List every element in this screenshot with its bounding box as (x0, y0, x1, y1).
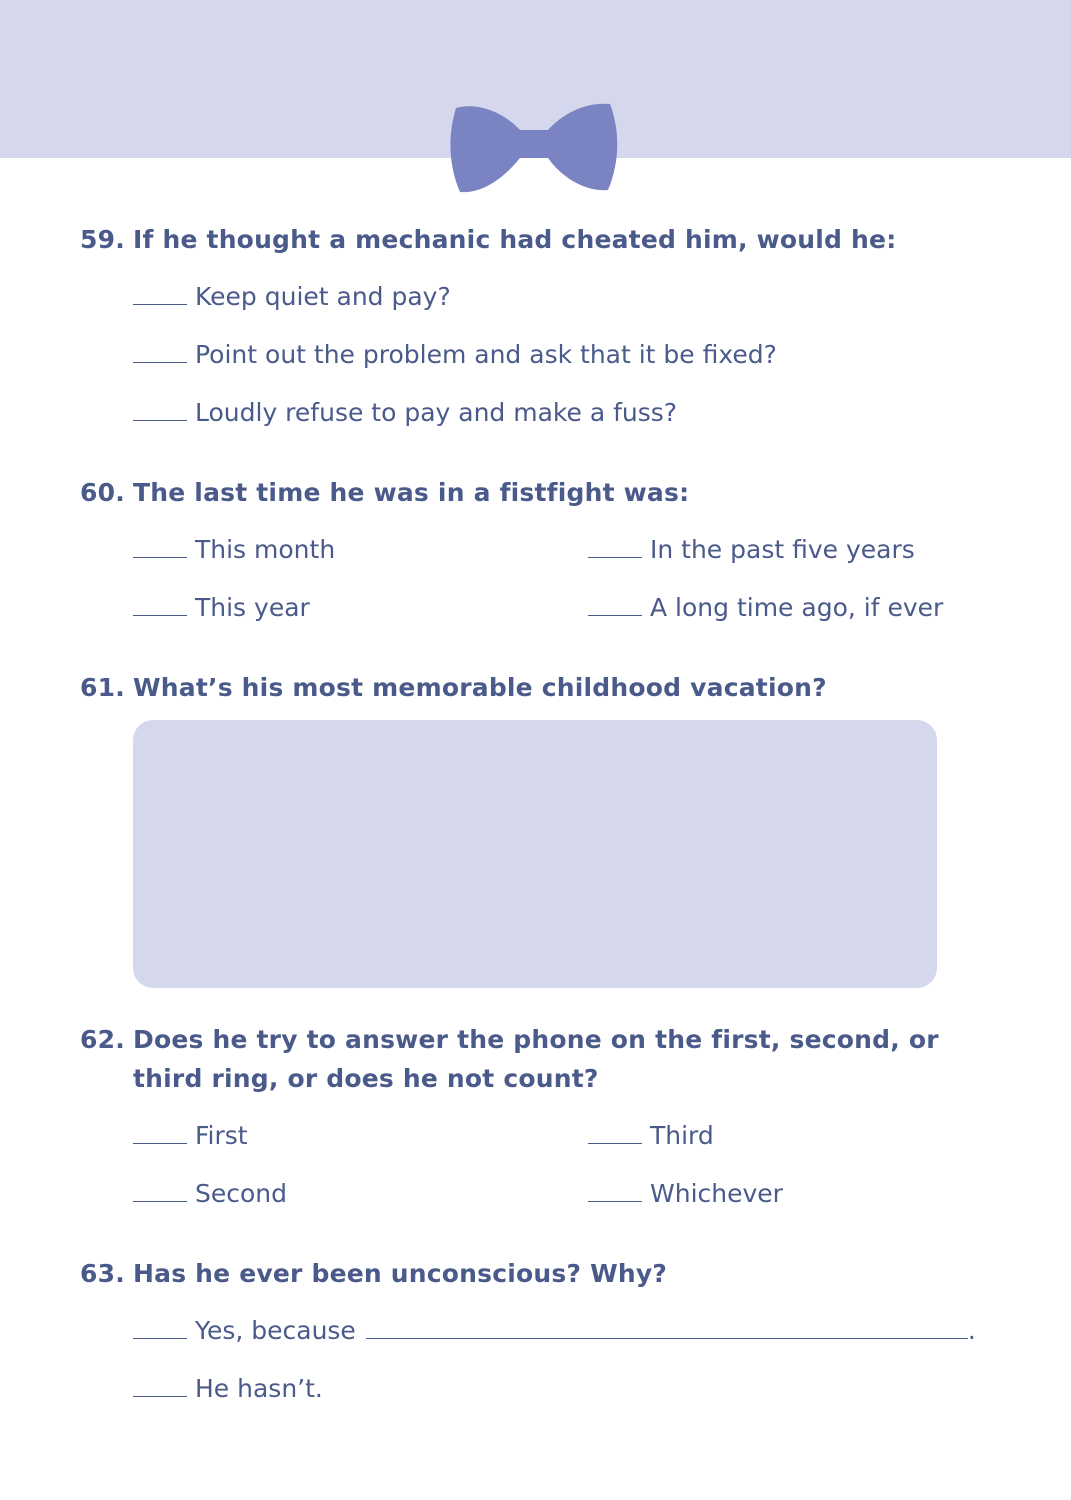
question-number: 60. (80, 478, 125, 507)
option-point-out-problem[interactable] (133, 340, 777, 370)
option-this-month[interactable] (133, 535, 335, 565)
option-third[interactable] (588, 1121, 714, 1151)
question-62 (80, 1020, 1010, 1098)
answer-blank[interactable] (588, 1123, 642, 1144)
option-label: This year (195, 593, 310, 622)
question-text: What’s his most memorable childhood vacation? (133, 673, 827, 702)
trailing-period: . (967, 1316, 976, 1345)
answer-blank[interactable] (133, 537, 187, 558)
option-label: This month (195, 535, 336, 564)
answer-blank[interactable] (133, 1123, 187, 1144)
option-label: Point out the problem and ask that it be fixed? (195, 340, 777, 369)
option-label: First (195, 1121, 248, 1150)
answer-blank[interactable] (588, 595, 642, 616)
answer-blank[interactable] (133, 1181, 187, 1202)
question-number: 63. (80, 1259, 125, 1288)
option-first[interactable] (133, 1121, 248, 1151)
question-60 (80, 473, 689, 512)
answer-text-box[interactable] (133, 720, 937, 988)
answer-blank[interactable] (588, 1181, 642, 1202)
option-label: Yes, because (195, 1316, 356, 1345)
option-label: Second (195, 1179, 288, 1208)
question-number: 62. (80, 1025, 125, 1054)
option-label: Third (650, 1121, 714, 1150)
answer-blank[interactable] (133, 284, 187, 305)
option-keep-quiet[interactable] (133, 282, 451, 312)
answer-blank[interactable] (133, 595, 187, 616)
option-label: A long time ago, if ever (650, 593, 944, 622)
bowtie-icon (448, 100, 620, 196)
option-long-time-ago[interactable] (588, 593, 943, 623)
option-past-five-years[interactable] (588, 535, 915, 565)
question-text: If he thought a mechanic had cheated him, would he: (133, 225, 897, 254)
question-text: Has he ever been unconscious? Why? (133, 1259, 668, 1288)
option-he-hasnt[interactable] (133, 1374, 323, 1404)
question-number: 61. (80, 673, 125, 702)
option-label: In the past five years (650, 535, 915, 564)
question-text: Does he try to answer the phone on the first, second, or third ring, or does he not count? (133, 1025, 939, 1093)
answer-blank[interactable] (133, 400, 187, 421)
option-refuse-to-pay[interactable] (133, 398, 677, 428)
question-number: 59. (80, 225, 125, 254)
option-label: Whichever (650, 1179, 783, 1208)
option-label: Keep quiet and pay? (195, 282, 451, 311)
question-59 (80, 220, 896, 259)
answer-blank[interactable] (133, 1376, 187, 1397)
option-label: He hasn’t. (195, 1374, 323, 1403)
answer-blank[interactable] (588, 537, 642, 558)
option-label: Loudly refuse to pay and make a fuss? (195, 398, 678, 427)
option-yes-because[interactable] (133, 1316, 976, 1346)
option-whichever[interactable] (588, 1179, 783, 1209)
answer-blank[interactable] (133, 1318, 187, 1339)
question-text: The last time he was in a fistfight was: (133, 478, 690, 507)
option-second[interactable] (133, 1179, 287, 1209)
reason-line[interactable] (366, 1318, 968, 1339)
option-this-year[interactable] (133, 593, 310, 623)
question-63 (80, 1254, 667, 1293)
question-61 (80, 668, 827, 707)
answer-blank[interactable] (133, 342, 187, 363)
